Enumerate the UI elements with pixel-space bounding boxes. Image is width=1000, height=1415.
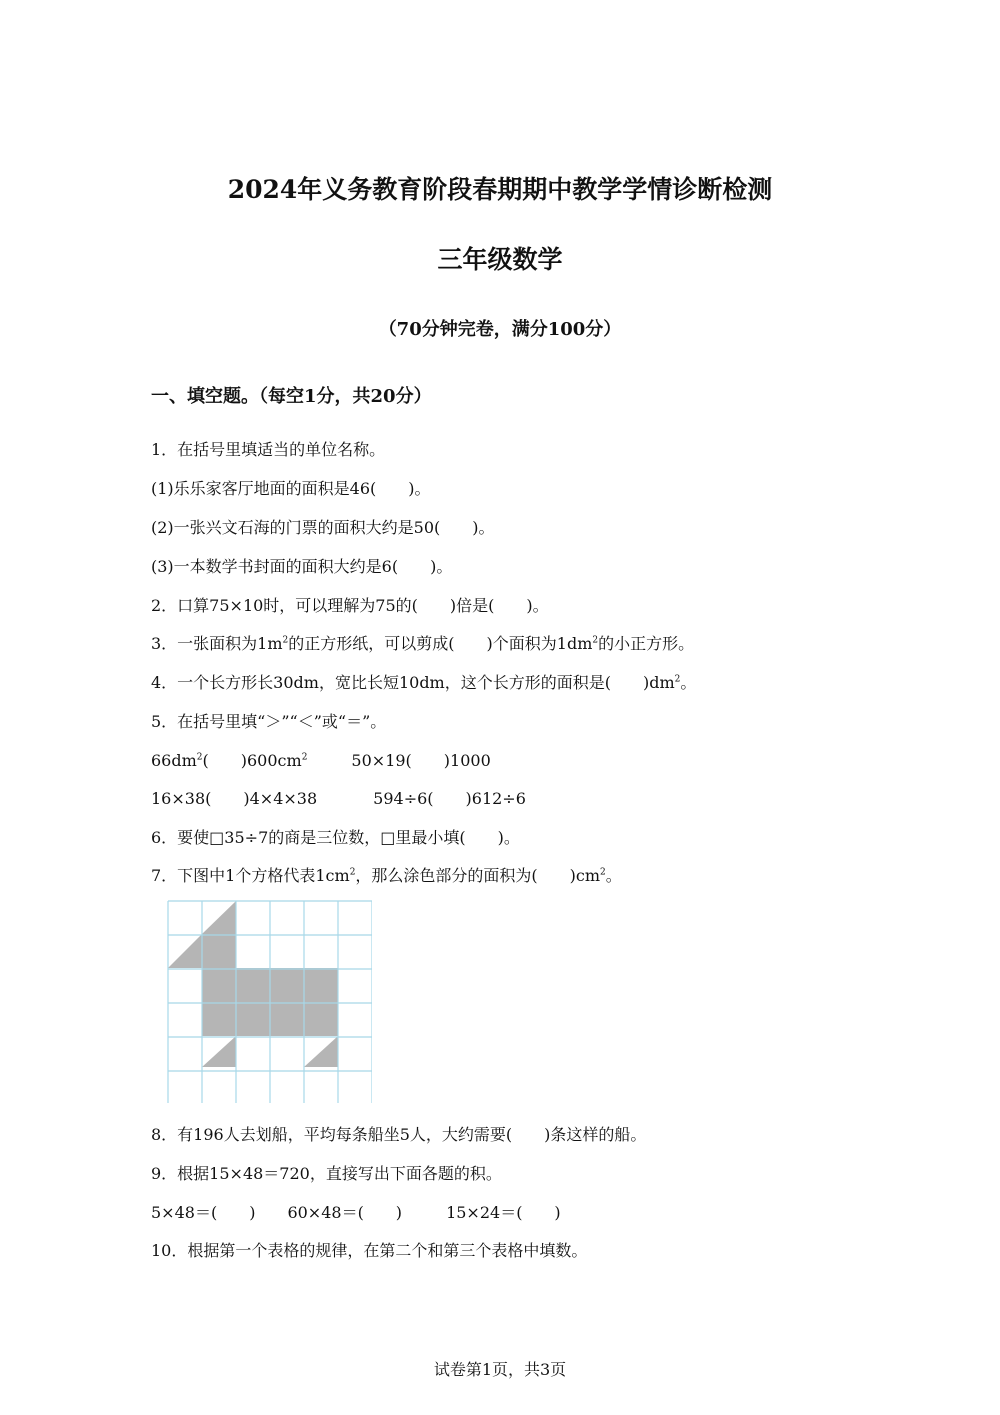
shaded-square-neck — [202, 934, 236, 968]
page-footer: 试卷第1页，共3页 — [433, 1360, 567, 1379]
shaded-triangle-left — [168, 934, 202, 968]
superscript: 2 — [600, 867, 606, 878]
exam-note: （70分钟完卷，满分100分） — [378, 319, 622, 340]
section-heading: 一、填空题。（每空1分，共20分） — [151, 386, 432, 407]
exam-subtitle: 三年级数学 — [437, 245, 563, 274]
q1-part-1: (1)乐乐家客厅地面的面积是46( )。 — [151, 479, 431, 498]
q9-stem: 9．根据15×48＝720，直接写出下面各题的积。 — [151, 1164, 502, 1183]
superscript: 2 — [592, 635, 599, 646]
q10-stem: 10．根据第一个表格的规律，在第二个和第三个表格中填数。 — [151, 1241, 588, 1260]
q1-part-3: (3)一本数学书封面的面积大约是6( )。 — [151, 557, 453, 576]
q5-row-1: $66dm^2$( )$600cm^2$ 50×19( )1000 — [151, 751, 491, 770]
q5-stem: 5．在括号里填“＞”“＜”或“＝”。 — [151, 712, 387, 731]
q8-stem: 8．有196人去划船，平均每条船坐5人，大约需要( )条这样的船。 — [151, 1125, 647, 1144]
shaded-leg-left — [202, 1036, 236, 1067]
superscript: 2 — [196, 752, 203, 763]
shaded-leg-right — [304, 1036, 338, 1067]
q3-stem: 3．一张面积为$1m^2$的正方形纸，可以剪成( )个面积为$1dm^2$的小正方形。 — [151, 634, 695, 653]
exam-title: 2024年义务教育阶段春期期中教学学情诊断检测 — [227, 175, 773, 204]
q6-stem: 6．要使□35÷7的商是三位数，□里最小填( )。 — [151, 828, 520, 847]
shaded-triangle-top — [202, 901, 236, 934]
shaded-shape — [168, 901, 338, 1067]
grid-lines — [168, 901, 372, 1103]
area-grid-figure — [167, 900, 372, 1103]
superscript: 2 — [282, 635, 289, 646]
superscript: 2 — [301, 752, 308, 763]
q2-stem: 2．口算75×10时，可以理解为75的( )倍是( )。 — [151, 596, 549, 615]
q9-row: 5×48＝( ) 60×48＝( ) 15×24＝( ) — [151, 1203, 561, 1222]
q7-stem: 7．下图中1个方格代表$1cm^2$，那么涂色部分的面积为( )$cm^2$。 — [151, 866, 622, 885]
q4-stem: 4．一个长方形长30dm，宽比长短10dm，这个长方形的面积是( )$dm^2$。 — [151, 673, 697, 692]
superscript: 2 — [674, 674, 681, 685]
superscript: 2 — [349, 867, 356, 878]
q1-part-2: (2)一张兴文石海的门票的面积大约是50( )。 — [151, 518, 495, 537]
q1-stem: 1．在括号里填适当的单位名称。 — [151, 440, 386, 459]
q5-row-2: 16×38( )4×4×38 594÷6( )612÷6 — [151, 789, 526, 808]
